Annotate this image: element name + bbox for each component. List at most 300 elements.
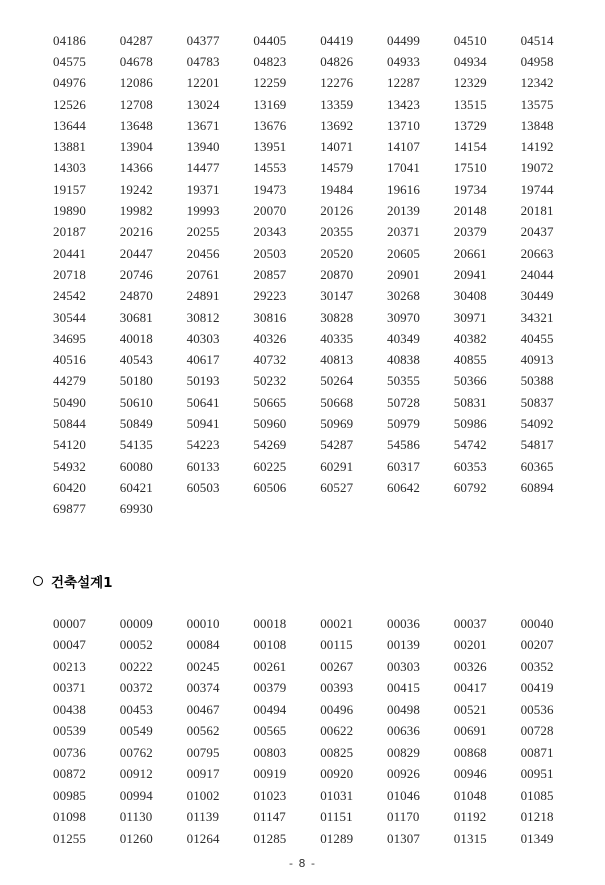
number-cell: 19993 — [186, 203, 220, 219]
number-cell: 04186 — [53, 32, 86, 48]
number-cell: 13881 — [53, 139, 86, 155]
number-cell: 20503 — [253, 245, 287, 261]
number-cell: 40382 — [453, 330, 487, 346]
number-cell: 19616 — [386, 181, 420, 197]
number-cell: 54269 — [253, 437, 287, 453]
number-cell: 00222 — [119, 658, 153, 674]
number-cell: 40303 — [186, 330, 220, 346]
number-row — [53, 499, 587, 520]
number-cell: 24891 — [186, 288, 220, 304]
number-cell: 40455 — [520, 330, 554, 346]
number-cell: 00919 — [253, 766, 287, 782]
number-cell: 00326 — [453, 658, 487, 674]
number-cell: 20941 — [453, 266, 487, 282]
number-cell: 00803 — [253, 744, 287, 760]
number-cell: 40913 — [520, 352, 554, 368]
number-cell: 01255 — [53, 830, 86, 846]
number-cell: 20187 — [53, 224, 86, 240]
number-cell: 60506 — [253, 479, 287, 495]
number-cell: 54223 — [186, 437, 220, 453]
number-cell: 40335 — [320, 330, 354, 346]
number-cell: 01264 — [186, 830, 220, 846]
number-row — [53, 613, 587, 635]
number-cell: 20255 — [186, 224, 220, 240]
number-cell: 00691 — [453, 723, 487, 739]
number-cell: 14579 — [320, 160, 354, 176]
number-cell: 19982 — [119, 203, 153, 219]
number-row — [53, 115, 587, 136]
number-cell: 50979 — [386, 415, 420, 431]
number-cell: 60353 — [453, 458, 487, 474]
number-cell: 20216 — [119, 224, 153, 240]
number-cell: 20441 — [53, 245, 86, 261]
number-cell: 00920 — [320, 766, 354, 782]
number-cell: 00494 — [253, 701, 287, 717]
number-cell: 20070 — [253, 203, 287, 219]
number-cell: 30408 — [453, 288, 487, 304]
number-cell: 00926 — [386, 766, 420, 782]
number-cell: 01260 — [119, 830, 153, 846]
number-cell: 01139 — [186, 809, 220, 825]
number-row — [53, 477, 587, 498]
number-cell: 19734 — [453, 181, 487, 197]
number-cell: 19484 — [320, 181, 354, 197]
number-cell: 50728 — [386, 394, 420, 410]
number-cell: 50641 — [186, 394, 220, 410]
number-cell: 60365 — [520, 458, 554, 474]
section-heading-text: 건축설계1 — [51, 575, 113, 591]
number-cell: 30812 — [186, 309, 220, 325]
number-row — [53, 785, 587, 807]
number-cell: 00496 — [320, 701, 354, 717]
number-cell: 04826 — [320, 53, 354, 69]
number-row — [53, 392, 587, 413]
number-row — [53, 286, 587, 307]
number-cell: 00267 — [320, 658, 354, 674]
number-cell: 00379 — [253, 680, 287, 696]
number-cell: 00946 — [453, 766, 487, 782]
number-cell: 12329 — [453, 75, 487, 91]
number-cell: 60420 — [53, 479, 86, 495]
number-cell: 00417 — [453, 680, 487, 696]
number-row — [53, 136, 587, 157]
number-cell: 20456 — [186, 245, 220, 261]
number-cell: 01349 — [520, 830, 554, 846]
number-cell: 50388 — [520, 373, 554, 389]
number-cell: 00549 — [119, 723, 153, 739]
number-cell: 20901 — [386, 266, 420, 282]
number-row — [53, 456, 587, 477]
number-cell: 19744 — [520, 181, 554, 197]
number-cell: 00372 — [119, 680, 153, 696]
number-cell: 19157 — [53, 181, 86, 197]
number-cell: 50849 — [119, 415, 153, 431]
number-cell: 01170 — [386, 809, 420, 825]
number-cell: 00009 — [119, 615, 153, 631]
number-cell: 60894 — [520, 479, 554, 495]
number-cell: 20181 — [520, 203, 554, 219]
number-cell: 01147 — [253, 809, 286, 825]
number-cell: 60421 — [119, 479, 153, 495]
number-cell: 01031 — [320, 787, 354, 803]
number-cell: 20718 — [53, 266, 86, 282]
section-heading — [33, 571, 113, 591]
number-cell: 20139 — [386, 203, 420, 219]
number-cell: 00108 — [253, 637, 287, 653]
number-cell: 20148 — [453, 203, 487, 219]
number-cell: 00021 — [320, 615, 354, 631]
number-cell: 30681 — [119, 309, 153, 325]
number-cell: 01307 — [386, 830, 420, 846]
circle-bullet-icon — [33, 576, 43, 586]
number-cell: 12287 — [386, 75, 420, 91]
number-cell: 00868 — [453, 744, 487, 760]
number-row — [53, 721, 587, 743]
number-cell: 12276 — [320, 75, 354, 91]
number-cell: 50264 — [320, 373, 354, 389]
number-cell: 40326 — [253, 330, 287, 346]
number-cell: 20663 — [520, 245, 554, 261]
number-cell: 20437 — [520, 224, 554, 240]
number-cell: 19371 — [186, 181, 220, 197]
number-cell: 13423 — [386, 96, 420, 112]
number-cell: 50960 — [253, 415, 287, 431]
number-row — [53, 200, 587, 221]
number-cell: 50844 — [53, 415, 86, 431]
number-cell: 01285 — [253, 830, 287, 846]
number-cell: 50831 — [453, 394, 487, 410]
number-cell: 04575 — [53, 53, 86, 69]
number-cell: 13671 — [186, 117, 220, 133]
number-cell: 04783 — [186, 53, 220, 69]
number-cell: 44279 — [53, 373, 86, 389]
number-cell: 00521 — [453, 701, 487, 717]
number-cell: 14553 — [253, 160, 287, 176]
number-cell: 00562 — [186, 723, 220, 739]
number-cell: 13904 — [119, 139, 153, 155]
number-cell: 01130 — [119, 809, 153, 825]
number-cell: 19473 — [253, 181, 287, 197]
number-cell: 20126 — [320, 203, 354, 219]
number-cell: 00565 — [253, 723, 287, 739]
number-cell: 54092 — [520, 415, 554, 431]
number-row — [53, 94, 587, 115]
number-row — [53, 828, 587, 850]
number-cell: 00213 — [53, 658, 86, 674]
number-cell: 00037 — [453, 615, 487, 631]
number-cell: 04499 — [386, 32, 420, 48]
number-cell: 20661 — [453, 245, 487, 261]
number-row — [53, 349, 587, 370]
number-cell: 19242 — [119, 181, 153, 197]
number-row — [53, 307, 587, 328]
number-row — [53, 179, 587, 200]
number-cell: 12086 — [119, 75, 153, 91]
number-row — [53, 656, 587, 678]
number-cell: 30816 — [253, 309, 287, 325]
number-cell: 24870 — [119, 288, 153, 304]
number-cell: 14071 — [320, 139, 354, 155]
number-cell: 40516 — [53, 352, 86, 368]
number-cell: 01151 — [320, 809, 353, 825]
number-row — [53, 371, 587, 392]
number-cell: 00762 — [119, 744, 153, 760]
number-cell: 69877 — [53, 501, 86, 517]
number-cell: 20447 — [119, 245, 153, 261]
number-cell: 60291 — [320, 458, 354, 474]
number-cell: 17510 — [453, 160, 487, 176]
number-row — [53, 764, 587, 786]
number-cell: 20746 — [119, 266, 153, 282]
number-cell: 40543 — [119, 352, 153, 368]
number-cell: 14192 — [520, 139, 554, 155]
number-cell: 13648 — [119, 117, 153, 133]
number-cell: 24542 — [53, 288, 86, 304]
number-cell: 40732 — [253, 352, 287, 368]
number-cell: 04976 — [53, 75, 86, 91]
number-cell: 00393 — [320, 680, 354, 696]
number-row — [53, 73, 587, 94]
number-cell: 20761 — [186, 266, 220, 282]
number-cell: 13169 — [253, 96, 287, 112]
number-cell: 40838 — [386, 352, 420, 368]
number-cell: 00438 — [53, 701, 86, 717]
number-cell: 13692 — [320, 117, 354, 133]
number-cell: 01023 — [253, 787, 287, 803]
number-cell: 17041 — [386, 160, 420, 176]
number-row — [53, 222, 587, 243]
number-cell: 40018 — [119, 330, 153, 346]
number-cell: 00007 — [53, 615, 86, 631]
number-cell: 40349 — [386, 330, 420, 346]
number-row — [53, 264, 587, 285]
number-cell: 20355 — [320, 224, 354, 240]
number-cell: 54817 — [520, 437, 554, 453]
number-row — [53, 807, 587, 829]
number-cell: 13575 — [520, 96, 554, 112]
number-cell: 00825 — [320, 744, 354, 760]
number-cell: 00245 — [186, 658, 220, 674]
number-cell: 30268 — [386, 288, 420, 304]
number-cell: 13951 — [253, 139, 287, 155]
number-cell: 04823 — [253, 53, 287, 69]
number-cell: 30147 — [320, 288, 354, 304]
number-cell: 13940 — [186, 139, 220, 155]
number-cell: 00201 — [453, 637, 487, 653]
number-cell: 01085 — [520, 787, 554, 803]
number-cell: 60642 — [386, 479, 420, 495]
number-cell: 00872 — [53, 766, 86, 782]
number-cell: 30970 — [386, 309, 420, 325]
number-cell: 14477 — [186, 160, 220, 176]
number-cell: 20379 — [453, 224, 487, 240]
number-cell: 54586 — [386, 437, 420, 453]
number-row — [53, 158, 587, 179]
number-cell: 00040 — [520, 615, 554, 631]
number-cell: 00010 — [186, 615, 220, 631]
number-cell: 12259 — [253, 75, 287, 91]
number-cell: 13729 — [453, 117, 487, 133]
number-cell: 12708 — [119, 96, 153, 112]
number-list-1 — [53, 30, 587, 520]
number-row — [53, 678, 587, 700]
number-cell: 00207 — [520, 637, 554, 653]
number-cell: 54287 — [320, 437, 354, 453]
number-cell: 14154 — [453, 139, 487, 155]
number-cell: 00917 — [186, 766, 220, 782]
number-cell: 00498 — [386, 701, 420, 717]
number-cell: 00052 — [119, 637, 153, 653]
number-cell: 50232 — [253, 373, 287, 389]
number-cell: 40617 — [186, 352, 220, 368]
number-cell: 13848 — [520, 117, 554, 133]
number-cell: 20605 — [386, 245, 420, 261]
number-cell: 13710 — [386, 117, 420, 133]
number-cell: 40855 — [453, 352, 487, 368]
number-row — [53, 413, 587, 434]
number-cell: 29223 — [253, 288, 287, 304]
number-cell: 01048 — [453, 787, 487, 803]
number-cell: 54120 — [53, 437, 86, 453]
number-cell: 04678 — [119, 53, 153, 69]
number-cell: 01046 — [386, 787, 420, 803]
number-cell: 00374 — [186, 680, 220, 696]
number-cell: 00415 — [386, 680, 420, 696]
number-cell: 04287 — [119, 32, 153, 48]
number-cell: 00419 — [520, 680, 554, 696]
number-cell: 00871 — [520, 744, 554, 760]
number-row — [53, 30, 587, 51]
number-cell: 04419 — [320, 32, 354, 48]
number-cell: 00536 — [520, 701, 554, 717]
number-cell: 12201 — [186, 75, 220, 91]
number-cell: 00084 — [186, 637, 220, 653]
number-cell: 01218 — [520, 809, 554, 825]
number-cell: 00036 — [386, 615, 420, 631]
number-cell: 00115 — [320, 637, 353, 653]
number-cell: 00139 — [386, 637, 420, 653]
number-cell: 50665 — [253, 394, 287, 410]
number-cell: 04514 — [520, 32, 554, 48]
number-cell: 30544 — [53, 309, 86, 325]
number-cell: 00795 — [186, 744, 220, 760]
number-cell: 04510 — [453, 32, 487, 48]
number-cell: 00829 — [386, 744, 420, 760]
number-cell: 30449 — [520, 288, 554, 304]
number-cell: 50986 — [453, 415, 487, 431]
number-cell: 24044 — [520, 266, 554, 282]
number-cell: 00261 — [253, 658, 287, 674]
number-cell: 30971 — [453, 309, 487, 325]
number-cell: 00352 — [520, 658, 554, 674]
number-cell: 00912 — [119, 766, 153, 782]
number-cell: 54135 — [119, 437, 153, 453]
number-cell: 00636 — [386, 723, 420, 739]
number-cell: 14366 — [119, 160, 153, 176]
number-list-2 — [53, 613, 587, 850]
number-cell: 50837 — [520, 394, 554, 410]
number-row — [53, 742, 587, 764]
number-row — [53, 328, 587, 349]
number-cell: 50969 — [320, 415, 354, 431]
number-cell: 01192 — [453, 809, 487, 825]
number-cell: 13676 — [253, 117, 287, 133]
number-cell: 01289 — [320, 830, 354, 846]
number-row — [53, 435, 587, 456]
number-cell: 00303 — [386, 658, 420, 674]
number-cell: 34695 — [53, 330, 86, 346]
number-row — [53, 635, 587, 657]
number-cell: 00622 — [320, 723, 354, 739]
number-cell: 00018 — [253, 615, 287, 631]
number-cell: 54742 — [453, 437, 487, 453]
number-cell: 12526 — [53, 96, 86, 112]
number-cell: 60792 — [453, 479, 487, 495]
number-cell: 00453 — [119, 701, 153, 717]
number-cell: 00736 — [53, 744, 86, 760]
number-cell: 40813 — [320, 352, 354, 368]
number-row — [53, 699, 587, 721]
number-cell: 20857 — [253, 266, 287, 282]
number-cell: 13359 — [320, 96, 354, 112]
number-cell: 50355 — [386, 373, 420, 389]
number-cell: 50941 — [186, 415, 220, 431]
number-cell: 01002 — [186, 787, 220, 803]
number-cell: 60225 — [253, 458, 287, 474]
number-cell: 50668 — [320, 394, 354, 410]
number-cell: 01315 — [453, 830, 487, 846]
number-cell: 04405 — [253, 32, 287, 48]
number-cell: 30828 — [320, 309, 354, 325]
number-cell: 20343 — [253, 224, 287, 240]
number-cell: 50490 — [53, 394, 86, 410]
number-row — [53, 51, 587, 72]
number-cell: 14303 — [53, 160, 86, 176]
number-cell: 14107 — [386, 139, 420, 155]
number-cell: 60080 — [119, 458, 153, 474]
number-cell: 60503 — [186, 479, 220, 495]
number-cell: 50193 — [186, 373, 220, 389]
number-cell: 12342 — [520, 75, 554, 91]
number-cell: 00728 — [520, 723, 554, 739]
number-cell: 50180 — [119, 373, 153, 389]
number-cell: 00047 — [53, 637, 86, 653]
number-cell: 20870 — [320, 266, 354, 282]
number-cell: 04377 — [186, 32, 220, 48]
page-number: - 8 - — [289, 857, 316, 870]
number-cell: 60527 — [320, 479, 354, 495]
number-cell: 00985 — [53, 787, 86, 803]
number-cell: 04933 — [386, 53, 420, 69]
number-cell: 13024 — [186, 96, 220, 112]
number-cell: 20371 — [386, 224, 420, 240]
number-cell: 54932 — [53, 458, 86, 474]
number-cell: 19072 — [520, 160, 554, 176]
number-cell: 34321 — [520, 309, 554, 325]
number-cell: 00951 — [520, 766, 554, 782]
number-cell: 50366 — [453, 373, 487, 389]
number-cell: 00467 — [186, 701, 220, 717]
number-cell: 00994 — [119, 787, 153, 803]
number-cell: 04958 — [520, 53, 554, 69]
number-row — [53, 243, 587, 264]
number-cell: 69930 — [119, 501, 153, 517]
number-cell: 13515 — [453, 96, 487, 112]
number-cell: 50610 — [119, 394, 153, 410]
number-cell: 60317 — [386, 458, 420, 474]
number-cell: 20520 — [320, 245, 354, 261]
number-cell: 19890 — [53, 203, 86, 219]
